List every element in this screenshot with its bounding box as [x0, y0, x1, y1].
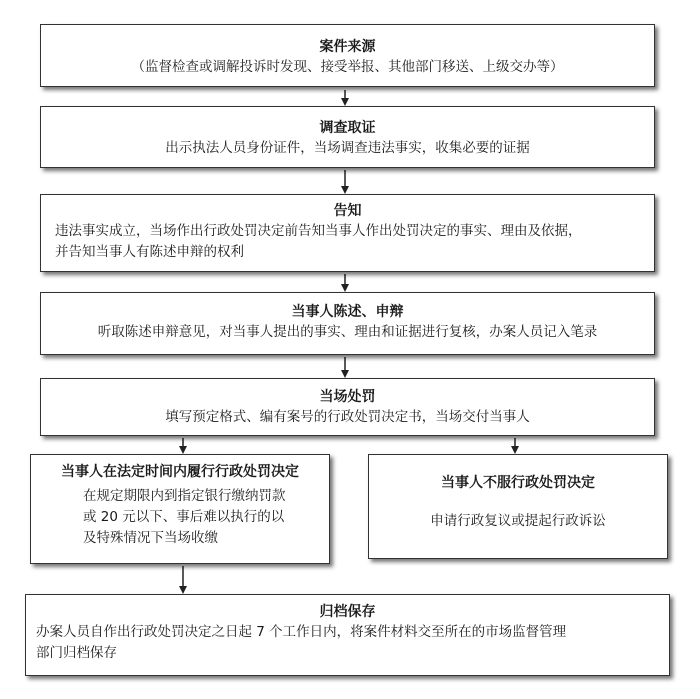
- notification-desc-line1: 违法事实成立，当场作出行政处罚决定前告知当事人作出处罚决定的事实、理由及依据，: [55, 223, 582, 239]
- not-comply-title: 当事人不服行政处罚决定: [441, 475, 595, 491]
- archive-desc-line2: 部门归档保存: [36, 645, 117, 661]
- comply-title: 当事人在法定时间内履行行政处罚决定: [61, 464, 299, 480]
- investigation-title: 调查取证: [319, 120, 376, 136]
- case-source-title: 案件来源: [319, 39, 376, 55]
- notification-title: 告知: [333, 203, 362, 219]
- comply-desc-line2: 或 20 元以下、事后难以执行的以: [83, 509, 285, 525]
- comply-desc-line1: 在规定期限内到指定银行缴纳罚款: [83, 488, 286, 504]
- investigation-box: [40, 106, 655, 168]
- on-spot-penalty-title: 当场处罚: [319, 389, 376, 405]
- on-spot-penalty-box: [40, 378, 655, 436]
- notification-desc-line2: 并告知当事人有陈述申辩的权利: [55, 244, 244, 260]
- comply-desc-line3: 及特殊情况下当场收缴: [83, 530, 218, 546]
- on-spot-penalty-desc: 填写预定格式、编有案号的行政处罚决定书，当场交付当事人: [165, 409, 530, 425]
- statement-box: [40, 292, 655, 355]
- notification-box: [40, 194, 655, 272]
- case-source-box: [40, 24, 655, 87]
- statement-title: 当事人陈述、申辩: [291, 304, 404, 320]
- investigation-desc: 出示执法人员身份证件，当场调查违法事实，收集必要的证据: [165, 140, 530, 156]
- archive-title: 归档保存: [319, 604, 376, 620]
- archive-desc-line1: 办案人员自作出行政处罚决定之日起 7 个工作日内，将案件材料交至所在的市场监督管理: [36, 624, 567, 640]
- comply-box: [30, 454, 330, 564]
- not-comply-desc: 申请行政复议或提起行政诉讼: [430, 513, 606, 529]
- archive-box: [25, 594, 670, 676]
- statement-desc: 听取陈述申辩意见，对当事人提出的事实、理由和证据进行复核，办案人员记入笔录: [97, 324, 598, 340]
- case-source-desc: （监督检查或调解投诉时发现、接受举报、其他部门移送、上级交办等）: [131, 59, 564, 75]
- not-comply-box: [368, 454, 668, 559]
